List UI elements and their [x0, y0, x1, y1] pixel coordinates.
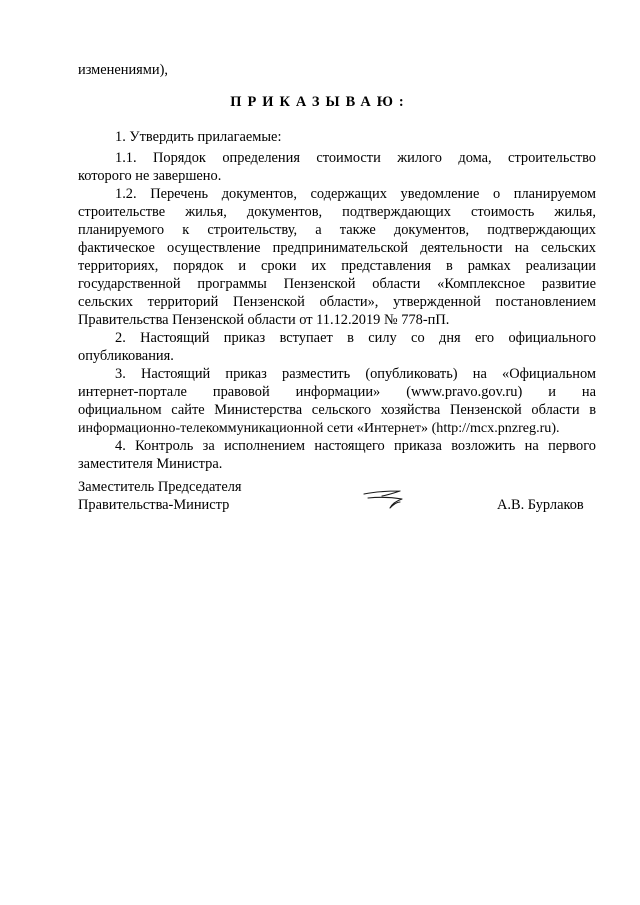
item-1-1-line-1: 1.1. Порядок определения стоимости жилого дома, строительство — [115, 150, 596, 166]
item-3-line-3: официальном сайте Министерства сельского хозяйства Пензенской области в — [78, 402, 596, 418]
item-1-2-line-6: государственной программы Пензенской области «Комплексное развитие — [78, 276, 596, 292]
order-heading: ПРИКАЗЫВАЮ: — [230, 94, 410, 110]
item-3-line-1: 3. Настоящий приказ разместить (опубликовать) на «Официальном — [115, 366, 596, 382]
item-1-2-line-4: фактическое осуществление предпринимательской деятельности на сельских — [78, 240, 596, 256]
item-4-line-2: заместителя Министра. — [78, 456, 223, 472]
signatory-position-line-2: Правительства-Министр — [78, 497, 230, 513]
item-1-1-line-2: которого не завершено. — [78, 168, 222, 184]
item-1-2-line-1: 1.2. Перечень документов, содержащих уведомление о планируемом — [115, 186, 596, 202]
item-4-line-1: 4. Контроль за исполнением настоящего приказа возложить на первого — [115, 438, 596, 454]
item-1-2-line-7: сельских территорий Пензенской области», утвержденной постановлением — [78, 294, 596, 310]
item-3-line-2: интернет-портале правовой информации» (www.pravo.gov.ru) и на — [78, 384, 596, 400]
item-1-2-line-2: строительстве жилья, документов, подтверждающих стоимость жилья, — [78, 204, 596, 220]
item-1-2-line-5: территориях, порядок и сроки их представления в рамках реализации — [78, 258, 596, 274]
signatory-position-line-1: Заместитель Председателя — [78, 479, 242, 495]
item-1-2-line-8: Правительства Пензенской области от 11.12.2019 № 778-пП. — [78, 312, 450, 328]
item-2-line-2: опубликования. — [78, 348, 174, 364]
item-2-line-1: 2. Настоящий приказ вступает в силу со дня его официального — [115, 330, 596, 346]
top-fragment: изменениями), — [78, 62, 168, 78]
handwritten-signature — [360, 486, 408, 512]
item-1-2-line-3: планируемого к строительству, а также документов, подтверждающих — [78, 222, 596, 238]
item-1-line-1: 1. Утвердить прилагаемые: — [115, 129, 282, 145]
signatory-name: А.В. Бурлаков — [497, 497, 584, 513]
item-3-line-4: информационно-телекоммуникационной сети «Интернет» (http://mcx.pnzreg.ru). — [78, 420, 560, 436]
